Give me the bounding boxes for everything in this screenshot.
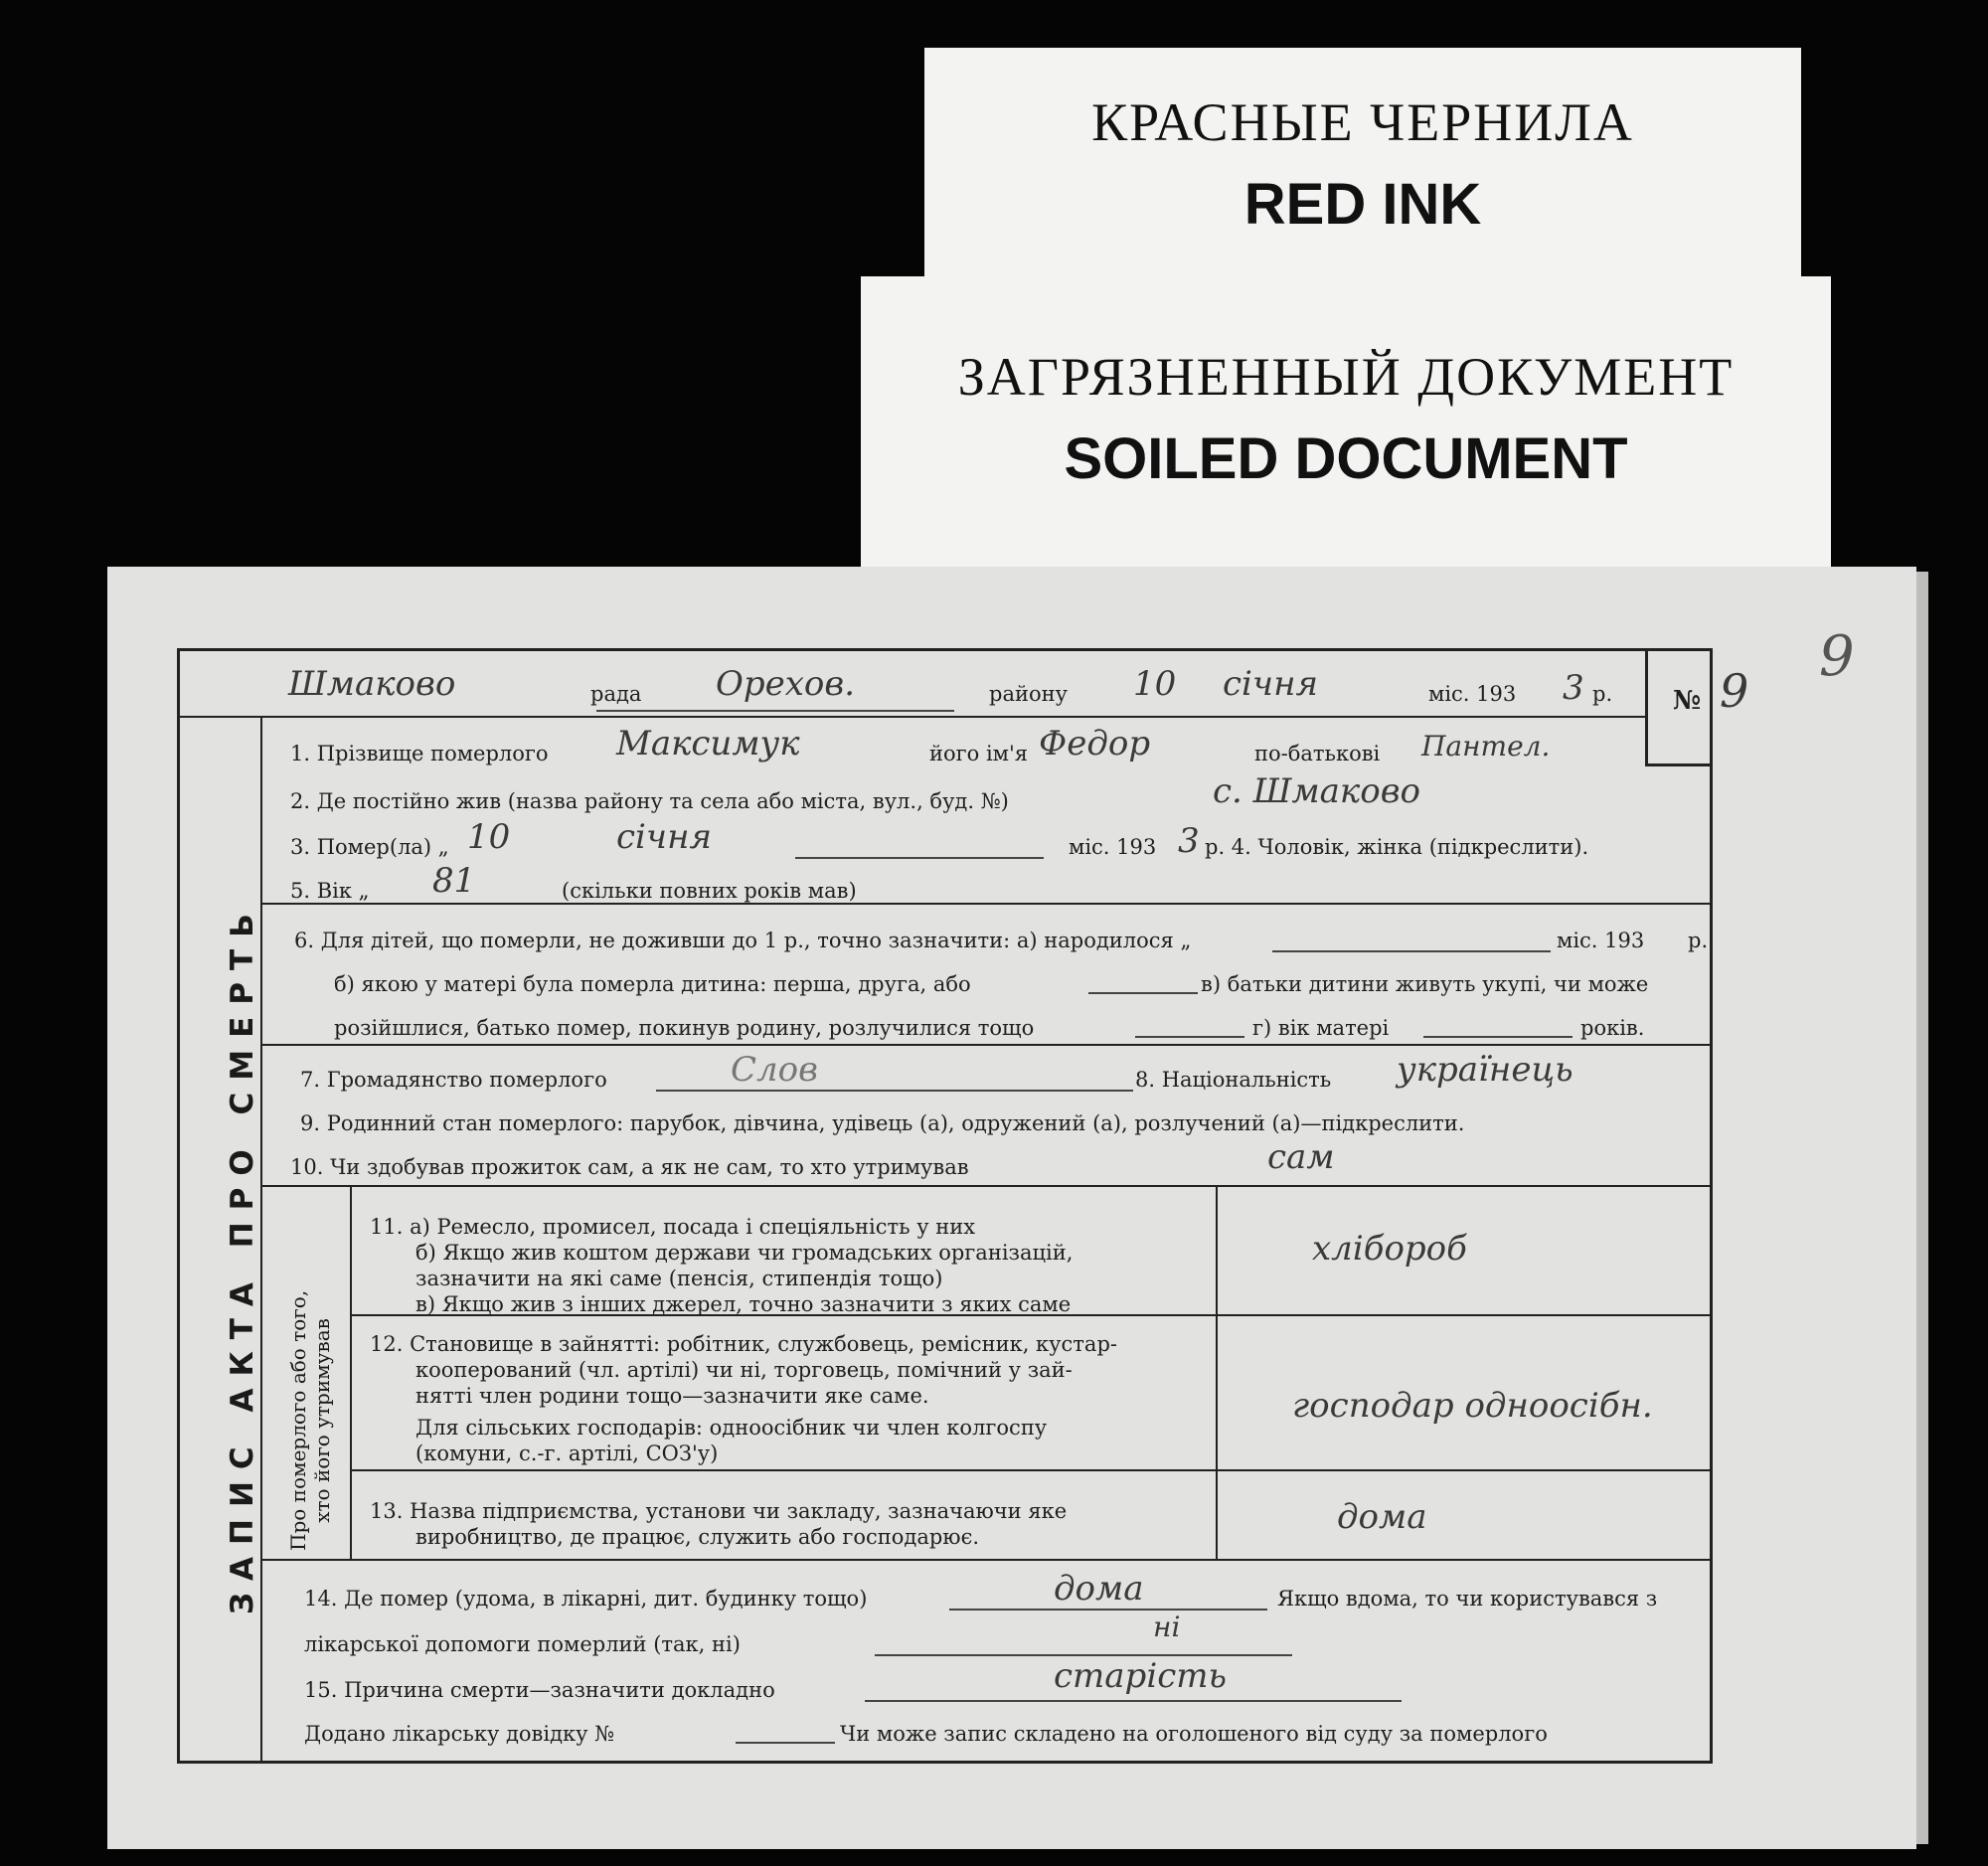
place-underline (949, 1607, 1267, 1611)
label-children-r: р. (1688, 929, 1709, 952)
label-employment-2: кооперований (чл. артілі) чи ні, торговець, помічний у зай- (415, 1358, 1073, 1382)
hw-age: 81 (432, 861, 476, 901)
section-divider-3 (260, 1185, 1713, 1187)
hw-cause-of-death: старість (1054, 1656, 1227, 1696)
hw-medical-help: ні (1153, 1611, 1181, 1643)
parents-underline (1135, 1034, 1244, 1038)
label-children-month: міс. 193 (1557, 929, 1645, 952)
header-divider (177, 716, 1648, 718)
hw-employment: господар одноосібн. (1292, 1386, 1653, 1426)
hw-place-of-death: дома (1054, 1569, 1144, 1609)
label-marital-status: 9. Родинний стан померлого: парубок, дівчина, удівець (а), одружений (а), розлучений (а)—підкреслити. (300, 1111, 1465, 1135)
label-employment-5: (комуни, с.-г. артілі, СОЗ'у) (415, 1442, 719, 1465)
label-nationality: 8. Національність (1135, 1068, 1332, 1092)
red-ink-label-ru: КРАСНЫЕ ЧЕРНИЛА (1091, 92, 1634, 152)
label-children-b: б) якою у матері була померла дитина: перша, друга, або (334, 972, 971, 996)
label-occupation-3: зазначити на які саме (пенсія, стипендія тощо) (415, 1267, 943, 1290)
label-years: років. (1580, 1016, 1645, 1040)
label-surname: 1. Прізвище померлого (290, 742, 549, 765)
death-date-underline (795, 855, 1044, 859)
hw-record-number: 9 (1720, 664, 1749, 718)
label-enterprise-1: 13. Назва підприємства, установи чи закладу, зазначаючи яке (370, 1499, 1068, 1523)
label-raion: району (989, 682, 1068, 706)
label-employment-4: Для сільських господарів: одноосібник чи член колгоспу (415, 1416, 1048, 1440)
label-livelihood: 10. Чи здобував прожиток сам, а як не сам, то хто утримував (290, 1155, 969, 1179)
about-deceased-line-1: Про померлого або того, (286, 1289, 310, 1551)
label-employment-3: нятті член родини тощо—зазначити яке саме. (415, 1384, 929, 1408)
label-header-month: міс. 193 (1428, 682, 1517, 706)
hw-header-year: 3 (1563, 668, 1584, 708)
answer-column-line (1216, 1185, 1218, 1559)
hw-month: січня (1223, 664, 1318, 704)
hw-livelihood: сам (1267, 1137, 1335, 1177)
hw-margin-number: 9 (1819, 624, 1855, 689)
row12-divider (350, 1469, 1713, 1471)
label-age-note: (скільки повних років мав) (562, 879, 857, 903)
section-divider-1 (260, 903, 1713, 905)
label-employment-1: 12. Становище в зайнятті: робітник, службовець, ремісник, кустар- (370, 1332, 1117, 1356)
about-deceased-vertical-label (286, 1290, 334, 1551)
vertical-title-column-line (260, 716, 262, 1764)
label-occupation-1: 11. а) Ремесло, промисел, посада і спеціяльність у них (370, 1215, 976, 1239)
label-enterprise-2: виробництво, де працює, служить або господарює. (415, 1525, 980, 1549)
hw-occupation: хлібороб (1312, 1229, 1467, 1269)
hw-patronymic: Пантел. (1421, 730, 1551, 763)
hw-citizenship: Слов (731, 1050, 818, 1090)
label-citizenship: 7. Громадянство померлого (300, 1068, 607, 1092)
hw-death-day: 10 (467, 817, 511, 857)
mother-age-underline (1423, 1034, 1573, 1038)
number-box-left (1645, 648, 1648, 765)
soiled-label-en: SOILED DOCUMENT (1064, 426, 1628, 491)
label-occupation-2: б) Якщо жив коштом держави чи громадських організацій, (415, 1241, 1074, 1265)
section-divider-2 (260, 1044, 1713, 1046)
birth-date-underline (1272, 948, 1551, 952)
section-divider-4 (260, 1559, 1713, 1561)
label-name: його ім'я (929, 742, 1029, 765)
label-medical-certificate: Додано лікарську довідку № (304, 1722, 615, 1746)
about-deceased-line-2: хто його утримував (310, 1318, 334, 1523)
label-children-c: в) батьки дитини живуть укупі, чи може (1201, 972, 1649, 996)
header-underline (596, 708, 954, 712)
label-number: № (1673, 686, 1702, 716)
label-patronymic: по-батькові (1254, 742, 1381, 765)
label-mother-age: г) вік матері (1252, 1016, 1390, 1040)
label-death-month: міс. 193 (1069, 835, 1157, 859)
label-residence: 2. Де постійно жив (назва району та села або міста, вул., буд. №) (290, 789, 1009, 813)
sub-column-line (350, 1185, 352, 1559)
label-at-home: Якщо вдома, то чи користувався з (1277, 1587, 1658, 1611)
label-rada: рада (590, 682, 642, 706)
hw-enterprise: дома (1337, 1497, 1427, 1537)
soiled-label-ru: ЗАГРЯЗНЕННЫЙ ДОКУМЕНТ (957, 347, 1735, 407)
label-place-of-death: 14. Де помер (удома, в лікарні, дит. будинку тощо) (304, 1587, 868, 1611)
child-order-underline (1088, 990, 1198, 994)
label-occupation-4: в) Якщо жив з інших джерел, точно зазначити з яких саме (415, 1292, 1072, 1316)
red-ink-label-en: RED INK (1243, 172, 1482, 237)
hw-death-month: січня (616, 817, 712, 857)
citizenship-underline (656, 1088, 1133, 1092)
label-cause-of-death: 15. Причина смерти—зазначити докладно (304, 1678, 775, 1702)
label-children-d: розійшлися, батько помер, покинув родину, розлучилися тощо (334, 1016, 1035, 1040)
hw-death-year: 3 (1178, 821, 1200, 861)
hw-name: Федор (1039, 724, 1151, 763)
hw-rada: Шмаково (288, 664, 456, 704)
record-vertical-title: ЗАПИС АКТА ПРО СМЕРТЬ (225, 902, 260, 1614)
certificate-underline (736, 1740, 835, 1744)
label-header-r: р. (1592, 682, 1613, 706)
label-died: 3. Помер(ла) „ (290, 835, 449, 859)
hw-day: 10 (1133, 664, 1177, 704)
hw-nationality: українець (1397, 1050, 1574, 1090)
number-box-bottom (1645, 763, 1713, 766)
hw-surname: Максимук (616, 724, 800, 763)
label-age: 5. Вік „ (290, 879, 370, 903)
label-children-a: 6. Для дітей, що померли, не доживши до 1 р., точно зазначити: а) народилося „ (294, 929, 1192, 952)
cause-underline (865, 1698, 1402, 1702)
label-court-record: Чи може запис складено на оголошеного від суду за померлого (840, 1722, 1548, 1746)
soiled-document-label-card (861, 276, 1831, 571)
label-medical-help: лікарської допомоги померлий (так, ні) (304, 1632, 741, 1656)
hw-residence: с. Шмаково (1213, 771, 1420, 811)
hw-raion: Орехов. (716, 664, 856, 704)
label-sex: р. 4. Чоловік, жінка (підкреслити). (1205, 835, 1589, 859)
